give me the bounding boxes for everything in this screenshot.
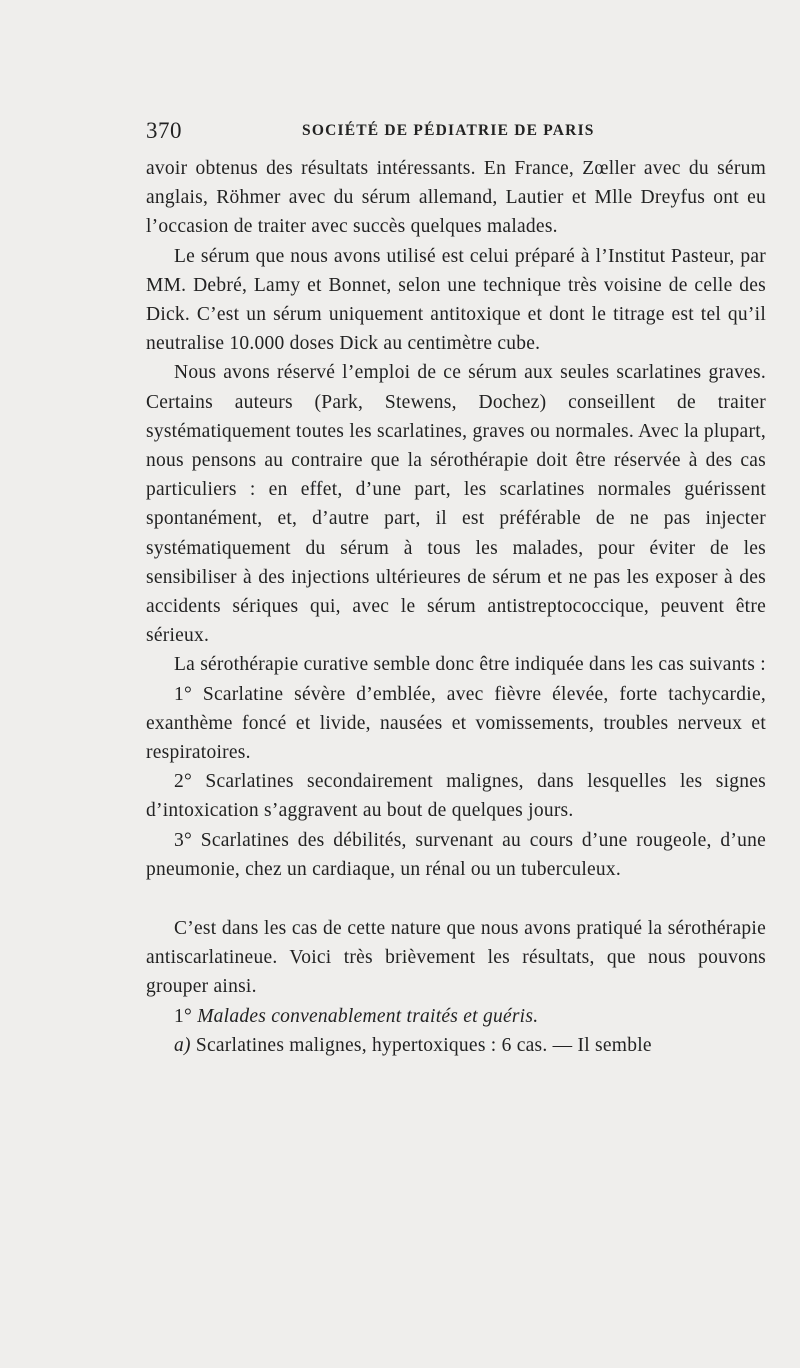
section-number: 1°: [174, 1005, 193, 1027]
section-heading-treated-cured: [146, 1002, 766, 1031]
page-header: [146, 118, 766, 148]
subsection-malignant: [146, 1031, 766, 1060]
paragraph-serum-origin: Le sérum que nous avons utilisé est celui préparé à l’Institut Pasteur, par MM. Debré, Lamy et Bonnet, selon une technique très voisine de celle des Dick. C’est un sérum uniquement antitoxique et dont le titrage est tel qu’il neutralise 10.000 doses Dick au centimètre cube.: [146, 245, 766, 355]
page-body: [146, 154, 766, 1060]
subsection-text: Scarlatines malignes, hypertoxiques : 6 cas. — Il semble: [195, 1034, 652, 1056]
list-item-1: 1° Scarlatine sévère d’emblée, avec fièvre élevée, forte tachycardie, exanthème foncé et livide, nausées et vomissements, troubles nerveux et respiratoires.: [146, 683, 766, 764]
running-title: SOCIÉTÉ DE PÉDIATRIE DE PARIS: [302, 122, 595, 139]
paragraph-serum-usage: Nous avons réservé l’emploi de ce sérum aux seules scarlatines graves. Certains auteurs (Park, Stewens, Dochez) conseillent de traiter systématiquement toutes les scarlatines, graves ou normales. Avec la plupart, nous pensons au contraire que la sérothérapie doit être réservée à des cas particuliers : en effet, d’une part, les scarlatines normales guérissent spontanément, et, d’autre part, il est préférable de ne pas injecter systématiquement du sérum à tous les malades, pour éviter de les sensibiliser à des injections ultérieures de sérum et ne pas les exposer à des accidents sériques qui, avec le sérum antistreptococcique, peuvent être sérieux.: [146, 362, 766, 647]
subsection-label: a): [174, 1034, 191, 1056]
paragraph-gap: [146, 884, 766, 914]
paragraph-results-summary: C’est dans les cas de cette nature que nous avons pratiqué la sérothérapie antiscarlatineue. Voici très brièvement les résultats, que nous pouvons grouper ainsi.: [146, 918, 766, 998]
section-title: Malades convenablement traités et guéris.: [197, 1005, 539, 1027]
paragraph-indications: La sérothérapie curative semble donc être indiquée dans les cas suivants :: [174, 654, 766, 676]
list-item-3: 3° Scarlatines des débilités, survenant au cours d’une rougeole, d’une pneumonie, chez un cardiaque, un rénal ou un tuberculeux.: [146, 829, 766, 880]
paragraph-results-intro: avoir obtenus des résultats intéressants. En France, Zœller avec du sérum anglais, Röhmer avec du sérum allemand, Lautier et Mlle Dreyfus ont eu l’occasion de traiter avec succès quelques malades.: [146, 158, 766, 238]
list-item-2: 2° Scarlatines secondairement malignes, dans lesquelles les signes d’intoxication s’aggravent au bout de quelques jours.: [146, 771, 766, 822]
page-number: 370: [146, 118, 182, 143]
